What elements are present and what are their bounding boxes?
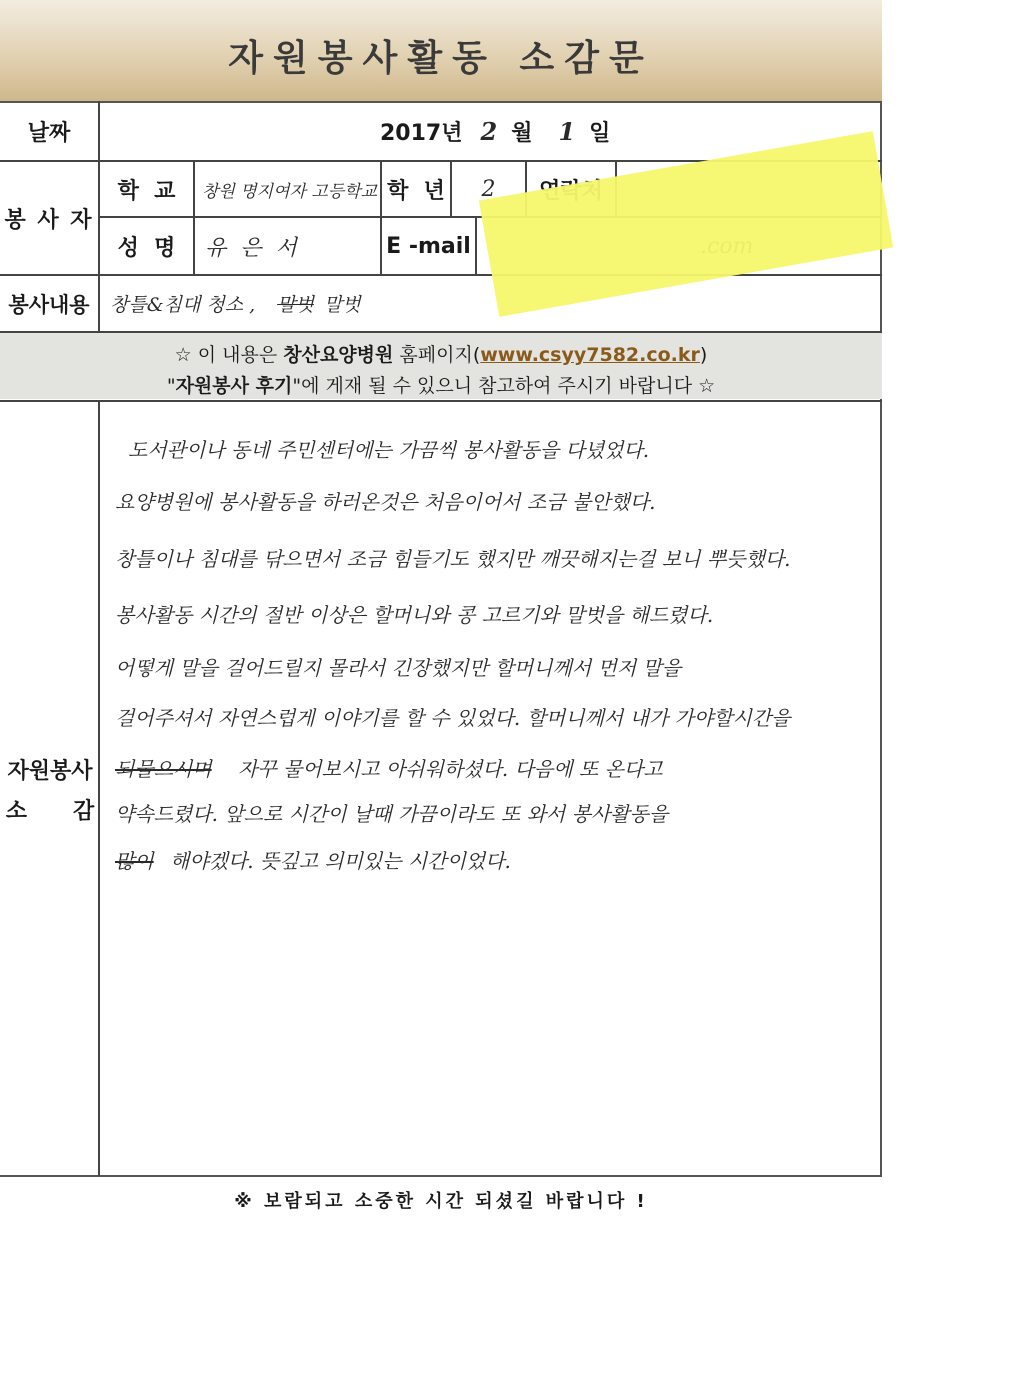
footer-message: ※ 보람되고 소중한 시간 되셨길 바랍니다 ! <box>234 1191 648 1212</box>
notice-emphasis: 자원봉사 후기 <box>175 375 293 397</box>
school-value: 창원 명지여자 고등학교 <box>202 181 378 202</box>
date-day: 1 <box>558 116 576 146</box>
reflection-text: 해야겠다. 뜻깊고 의미있는 시간이었다. <box>170 849 511 873</box>
reflection-label-2: 소 감 <box>5 799 95 824</box>
row-divider <box>0 400 882 402</box>
activity-text: 창틀&침대 청소 , <box>110 294 256 316</box>
name-value: 유 은 서 <box>205 235 297 261</box>
notice-text: "에 게재 될 수 있으니 참고하여 주시기 바랍니다 ☆ <box>292 375 716 397</box>
hospital-name: 창산요양병원 <box>283 344 394 366</box>
reflection-line: 요양병원에 봉사활동을 하러온것은 처음이어서 조금 불안했다. <box>115 490 656 514</box>
reflection-label-1: 자원봉사 <box>7 759 93 784</box>
notice-text: 홈페이지( <box>393 344 481 366</box>
date-day-unit: 일 <box>589 120 611 146</box>
col-divider <box>98 101 100 332</box>
reflection-line: 걸어주셔서 자연스럽게 이야기를 할 수 있었다. 할머니께서 내가 가야할시간을 <box>115 706 791 730</box>
reflection-line: 봉사활동 시간의 절반 이상은 할머니와 콩 고르기와 말벗을 해드렸다. <box>115 603 714 627</box>
notice-text: " <box>166 375 176 397</box>
struck-word: 되물으시며 <box>115 757 212 781</box>
notice-line-2 <box>0 371 882 398</box>
notice-line-1 <box>0 340 882 367</box>
volunteer-label: 봉 사 자 <box>4 207 94 233</box>
activity-struck-text: 말벗 <box>277 294 314 316</box>
grade-value: 2 <box>481 176 496 202</box>
form-title: 자원봉사활동 소감문 <box>228 38 654 79</box>
reflection-line <box>115 753 663 782</box>
notice-text: ) <box>699 344 708 366</box>
activity-value <box>110 276 361 331</box>
col-divider <box>475 216 477 274</box>
hospital-url-link[interactable]: www.csyy7582.co.kr <box>480 344 700 366</box>
date-month-unit: 월 <box>511 120 533 146</box>
struck-word: 많이 <box>115 849 154 873</box>
activity-text-2: 말벗 <box>323 294 361 316</box>
reflection-line: 창틀이나 침대를 닦으면서 조금 힘들기도 했지만 깨끗해지는걸 보니 뿌듯했다. <box>115 547 791 571</box>
activity-label: 봉사내용 <box>8 292 90 317</box>
reflection-line <box>115 845 511 874</box>
school-label: 학 교 <box>117 178 176 204</box>
col-divider <box>193 160 195 274</box>
email-label: E -mail <box>386 233 471 259</box>
reflection-line: 도서관이나 동네 주민센터에는 가끔씩 봉사활동을 다녔었다. <box>128 438 650 462</box>
reflection-text: 자꾸 물어보시고 아쉬워하셨다. 다음에 또 온다고 <box>237 757 663 781</box>
col-divider <box>98 400 100 1176</box>
date-month: 2 <box>480 116 498 146</box>
notice-text: ☆ 이 내용은 <box>174 344 284 366</box>
date-value <box>380 102 610 160</box>
date-year: 2017년 <box>380 120 463 146</box>
reflection-line: 약속드렸다. 앞으로 시간이 날때 가끔이라도 또 와서 봉사활동을 <box>115 802 669 826</box>
name-label: 성 명 <box>117 235 176 261</box>
date-label: 날짜 <box>27 120 71 146</box>
grade-label: 학 년 <box>387 178 445 204</box>
reflection-line: 어떻게 말을 걸어드릴지 몰라서 긴장했지만 할머니께서 먼저 말을 <box>115 656 682 680</box>
